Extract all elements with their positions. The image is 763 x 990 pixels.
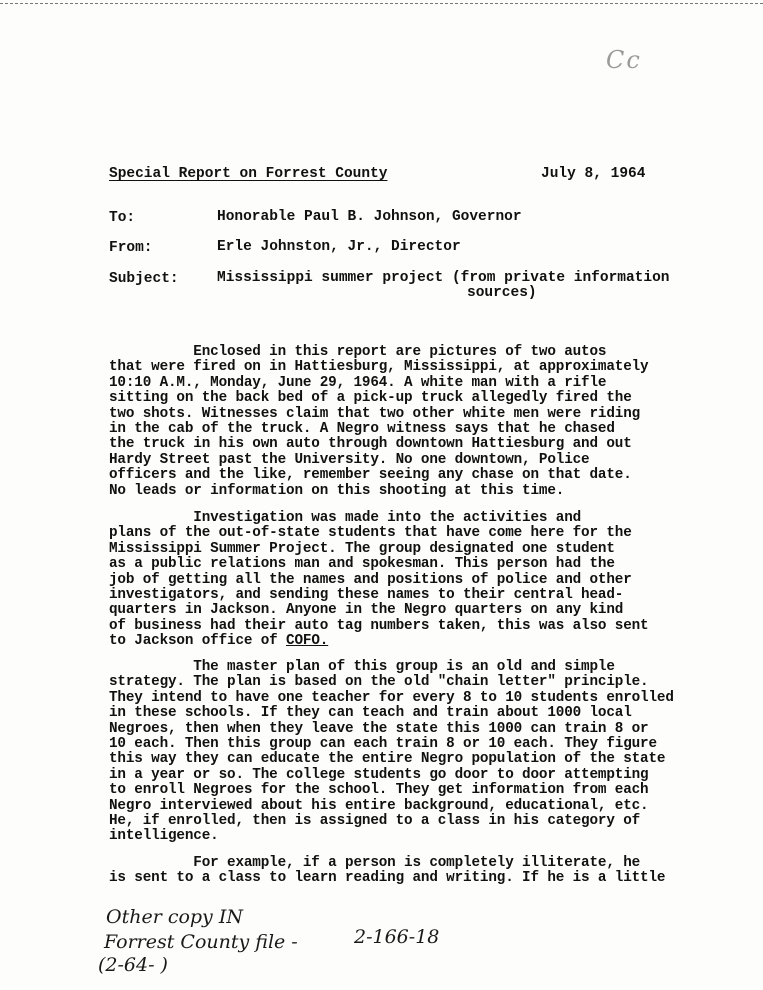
memo-subject-label: Subject: [109,271,179,287]
memo-subject-line-2: sources) [467,285,537,301]
paragraph-line: Negro interviewed about his entire background, educational, etc. [109,797,649,814]
paragraph-line: officers and the like, remember seeing any chase on that date. [109,467,632,484]
paragraph-line: this way they can educate the entire Negro population of the state [109,751,666,768]
paragraph-line: sitting on the back bed of a pick-up truck allegedly fired the [109,390,632,407]
paragraph-line: to enroll Negroes for the school. They get information from each [109,782,649,799]
paragraph-line: 10 each. Then this group can each train 8 or 10 each. They figure [109,736,657,753]
cofo-underlined: COFO. [286,633,329,650]
paragraph-line: Hardy Street past the University. No one downtown, Police [109,451,590,468]
paragraph-line: strategy. The plan is based on the old "chain letter" principle. [109,674,649,691]
paragraph-line: two shots. Witnesses claim that two other white men were riding [109,405,641,422]
memo-to-label: To: [109,210,136,226]
paragraph-line: the truck in his own auto through downtown Hattiesburg and out [109,436,632,453]
memo-to-value: Honorable Paul B. Johnson, Governor [217,209,522,225]
paragraph-line: in a year or so. The college students go door to door attempting [109,766,649,783]
paragraph-line: in these schools. If they can teach and train about 1000 local [109,705,632,722]
memo-subject-line-1: Mississippi summer project (from private information [217,270,670,286]
paragraph-line: Enclosed in this report are pictures of two autos [109,344,607,360]
handwritten-file-number: 2-166-18 [354,926,440,948]
paragraph-line: that were fired on in Hattiesburg, Mississippi, at approximately [109,359,649,376]
paragraph-line: No leads or information on this shooting at this time. [109,482,565,499]
paragraph-line: job of getting all the names and positions of police and other [109,571,632,588]
paragraph-line: 10:10 A.M., Monday, June 29, 1964. A white man with a rifle [109,374,607,391]
paragraph-line: They intend to have one teacher for every 8 to 10 students enrolled [109,689,674,706]
body-paragraph-3 [109,660,719,845]
paragraph-line: in the cab of the truck. A Negro witness says that he chased [109,421,615,438]
handwritten-note-line-2: Forrest County file - [104,931,298,953]
handwritten-note-line-3: (2-64- ) [98,954,168,976]
top-edge-divider [0,3,763,4]
paragraph-line: He, if enrolled, then is assigned to a class in his category of [109,813,641,830]
paragraph-line: Mississippi Summer Project. The group designated one student [109,540,615,557]
report-title: Special Report on Forrest County [109,166,388,182]
paragraph-line: is sent to a class to learn reading and writing. If he is a little [109,870,666,887]
corner-handwritten-note: Cc [606,46,642,74]
report-date: July 8, 1964 [541,166,646,182]
paragraph-line: of business had their auto tag numbers taken, this was also sent [109,617,649,634]
paragraph-line: investigators, and sending these names to their central head- [109,587,624,604]
paragraph-line: Negroes, then when they leave the state this 1000 can train 8 or [109,720,649,737]
body-paragraph-2 [109,511,719,650]
line-text: to Jackson office of [109,633,287,650]
paragraph-line: quarters in Jackson. Anyone in the Negro quarters on any kind [109,602,624,619]
paragraph-line: For example, if a person is completely illiterate, he [109,855,641,871]
paragraph-line: The master plan of this group is an old and simple [109,659,615,675]
paragraph-line-last [109,634,719,649]
handwritten-note-line-1: Other copy IN [106,906,243,928]
paragraph-line: as a public relations man and spokesman. This person had the [109,556,615,573]
body-paragraph-4 [109,856,719,887]
paragraph-line: intelligence. [109,828,219,845]
paragraph-line: plans of the out-of-state students that have come here for the [109,525,632,542]
memo-from-value: Erle Johnston, Jr., Director [217,239,461,255]
body-paragraph-1 [109,345,719,499]
paragraph-line: Investigation was made into the activities and [109,510,582,526]
memo-from-label: From: [109,240,153,256]
